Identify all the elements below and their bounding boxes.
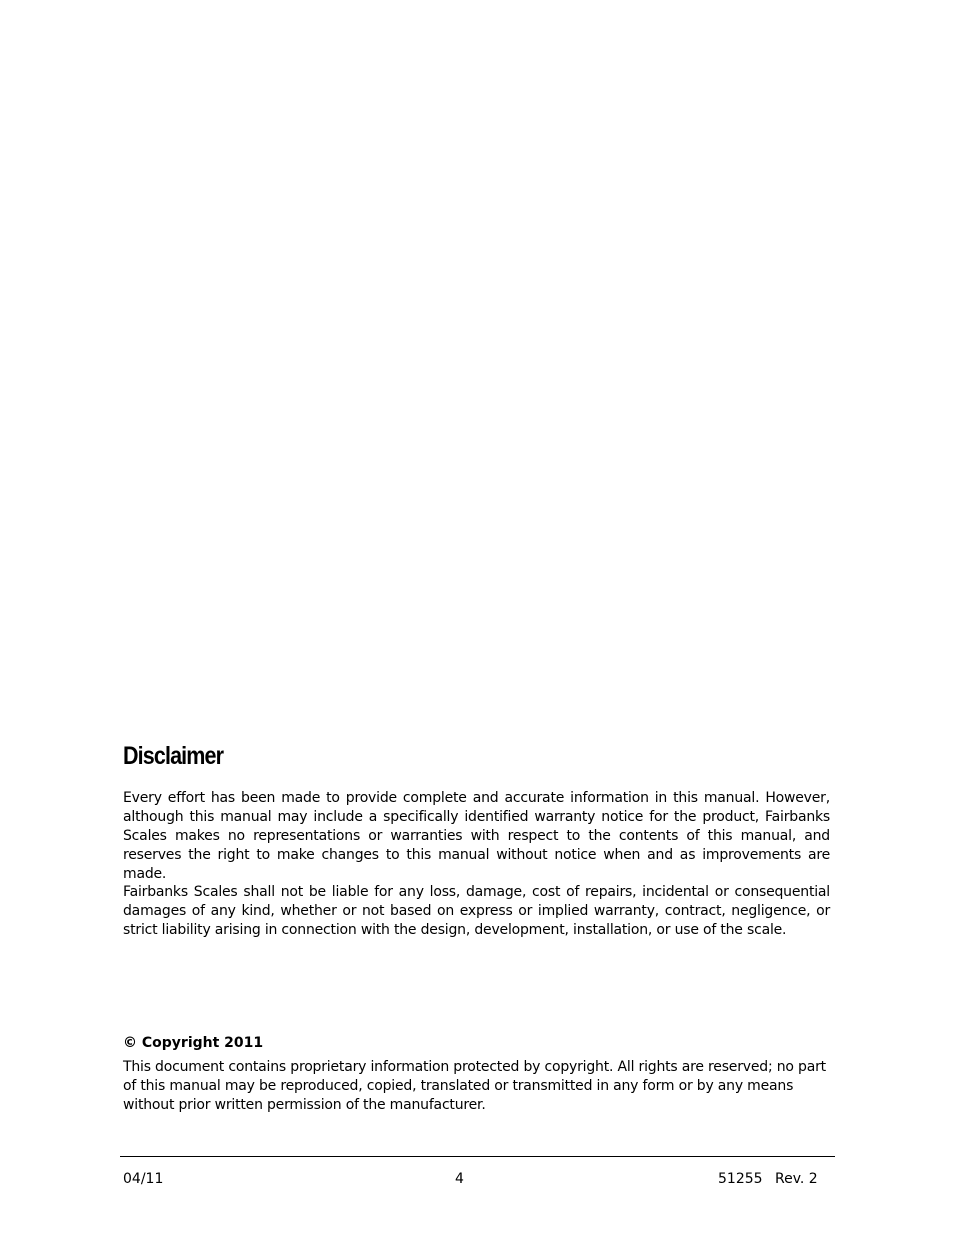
disclaimer-paragraph-1: Every effort has been made to provide complete and accurate information in this manual. However, although this manual may include a specifically identified warranty notice for the product, Fairbanks Scales makes no representations or warranties with respect to the contents of this manual, and reserves the right to make changes to this manual without notice when and as improvements are made.: [123, 790, 830, 882]
copyright-heading: © Copyright 2011: [123, 1035, 264, 1051]
footer-page-number: 4: [455, 1171, 464, 1187]
copyright-text: This document contains proprietary information protected by copyright. All rights are reserved; no part of this manual may be reproduced, copied, translated or transmitted in any form or by any means without prior written permission of the manufacturer.: [123, 1059, 826, 1113]
disclaimer-paragraph-2: Fairbanks Scales shall not be liable for any loss, damage, cost of repairs, incidental or consequential damages of any kind, whether or not based on express or implied warranty, contract, negligence, or strict liability arising in connection with the design, development, installation, or use of the scale.: [123, 884, 830, 938]
disclaimer-heading: Disclaimer: [123, 742, 224, 770]
footer-revision: Rev. 2: [775, 1171, 818, 1187]
footer-date: 04/11: [123, 1171, 164, 1187]
footer-document-number: 51255: [718, 1171, 763, 1187]
footer-divider: [120, 1156, 835, 1157]
